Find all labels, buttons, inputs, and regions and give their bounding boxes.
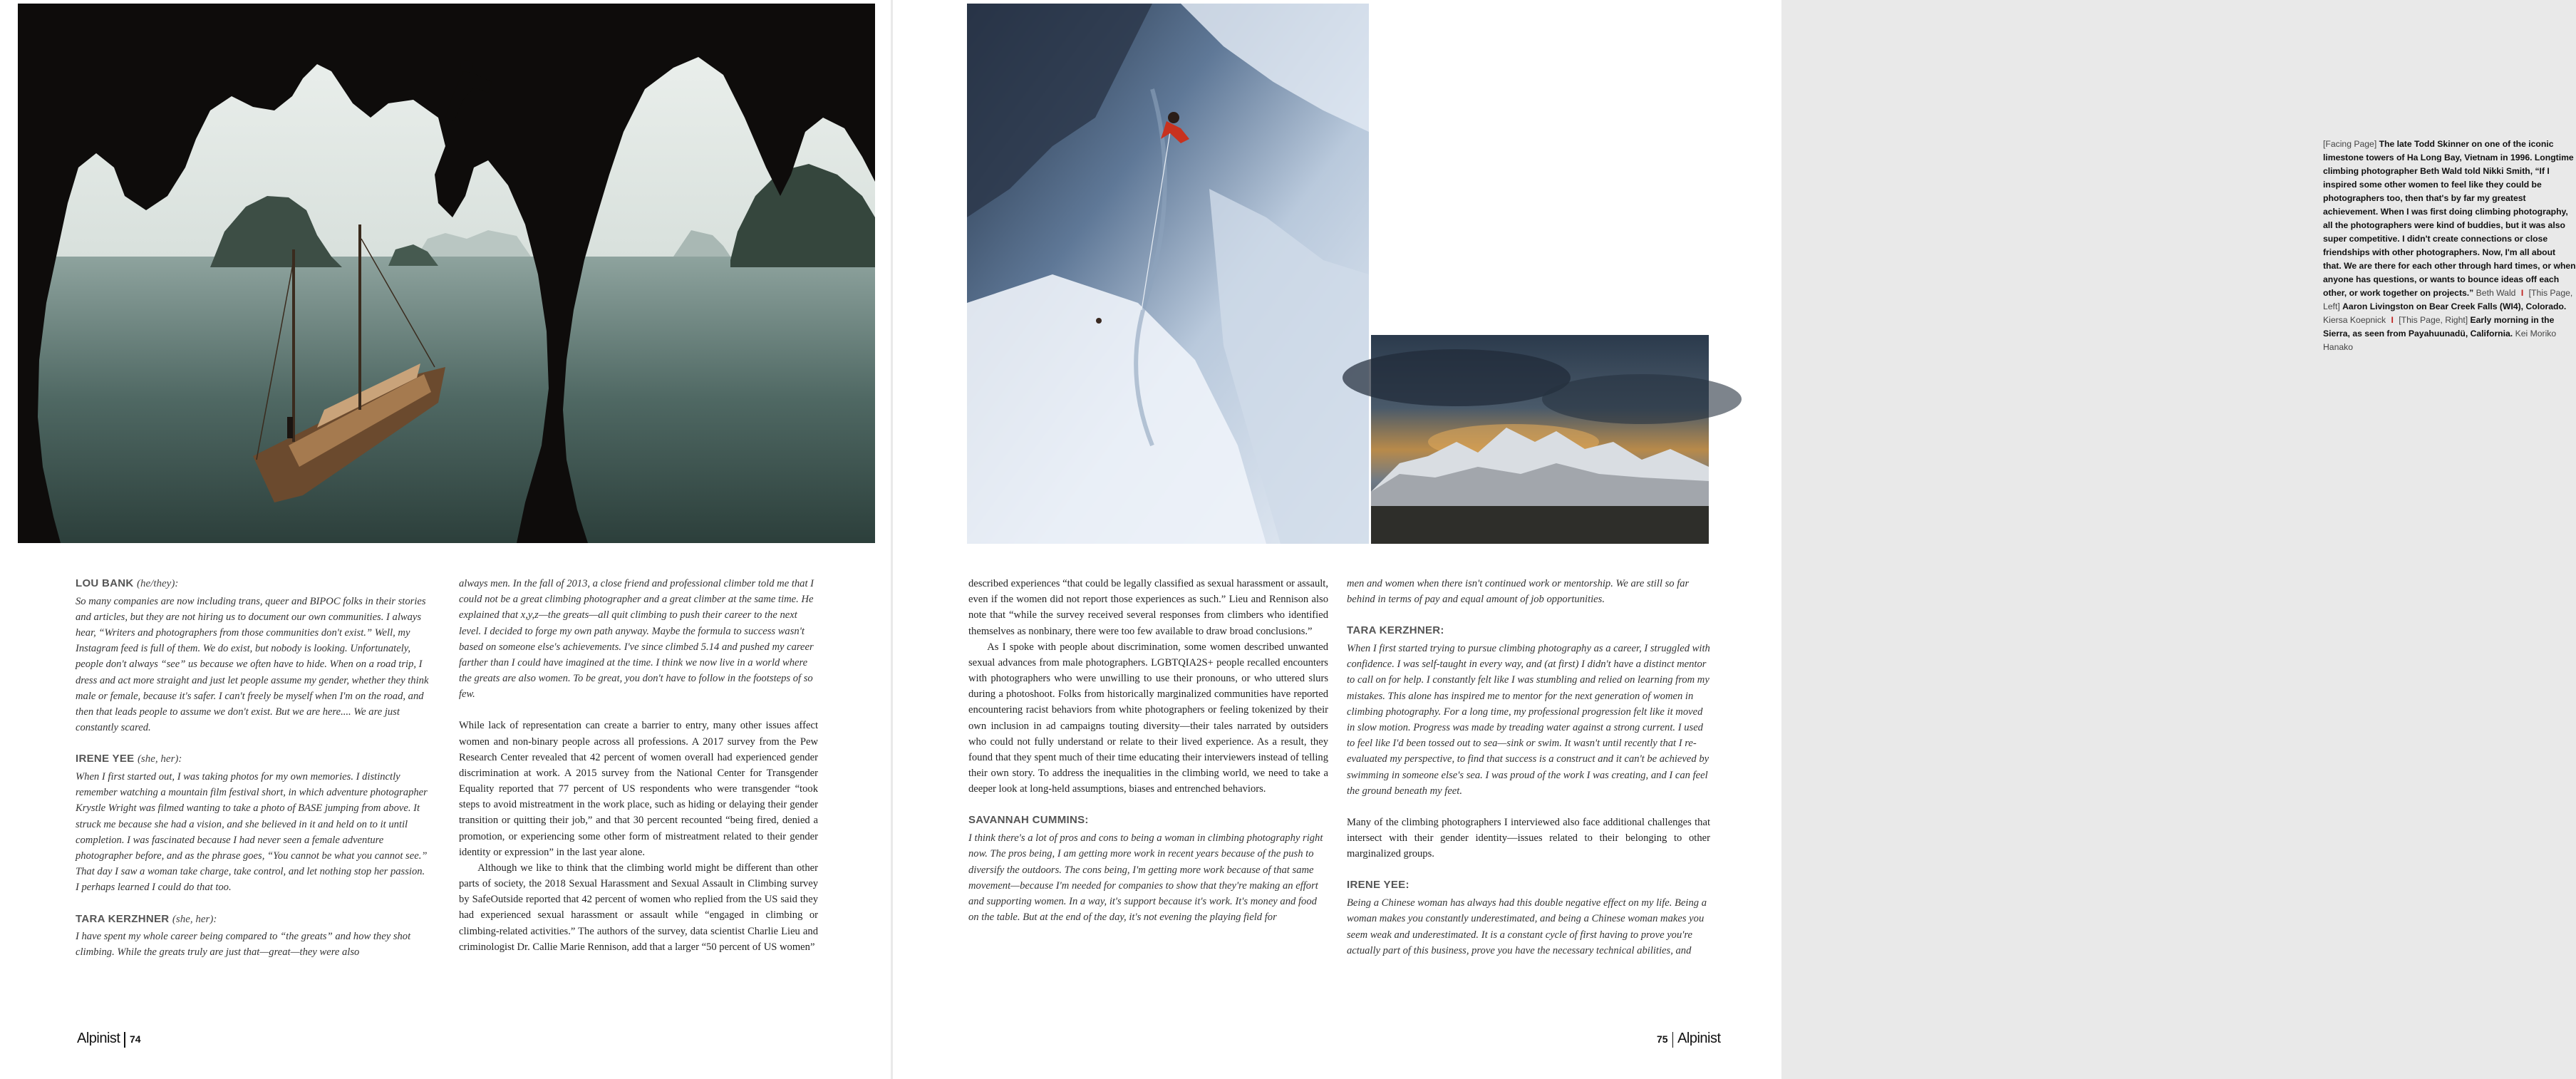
- photo-caption: [2323, 138, 2576, 355]
- speaker-heading: [76, 751, 430, 768]
- ha-long-bay-photo: [18, 4, 875, 543]
- cave-boat-illustration: [18, 4, 875, 543]
- folio-left: [77, 1031, 141, 1048]
- body-paragraph: While lack of representation can create a barrier to entry, many other issues affect women and non-binary people across all professions. A 2017 survey from the Pew Research Center revealed that 42 percent of women overall had experienced gender discrimination at work. A 2015 survey from the National Center for Transgender Equality reported that 77 percent of US respondents who were transgender “took steps to avoid mistreatment in the work place, such as hiding or delaying their gender transition or quitting their job,” and that 30 percent recounted “being fired, denied a promotion, or experiencing some other form of mistreatment related to their gender identity or expression” in the last year alone.: [459, 720, 818, 858]
- sierra-sunrise-photo: [1371, 335, 1709, 544]
- speaker-name: IRENE YEE: [76, 753, 135, 765]
- speaker-name: TARA KERZHNER: [76, 912, 170, 925]
- page-number: 74: [129, 1033, 141, 1045]
- sierra-mountains-illustration: [1371, 335, 1709, 544]
- quote-continuation: men and women when there isn't continued work or mentorship. We are still so far behind in terms of pay and equal amount of job opportunities.: [1347, 578, 1690, 606]
- quote-text: I have spent my whole career being compared to “the greats” and how they shot climbing. While the greats truly are just that—great—they were also: [76, 931, 411, 959]
- speaker-heading: IRENE YEE:: [1347, 879, 1409, 892]
- body-paragraph: Although we like to think that the climbing world might be different than other parts of society, the 2018 Sexual Harassment and Sexual Assault in Climbing survey by SafeOutside reported that 42 percent of women who replied from the US said they had experienced sexual harassment or assault while “engaged in climbing or climbing-related activities.” The authors of the survey, data scientist Charlie Lieu and criminologist Dr. Callie Marie Rennison, add that a larger “50 percent of US women”: [459, 862, 818, 953]
- quote-text: Being a Chinese woman has always had this double negative effect on my life. Being a woman makes you constantly underestimated, and being a Chinese woman makes you seem weak and underestimated. It is a constant cycle of first having to prove you're actually part of this business, prove you have the necessary technical abilities, and: [1347, 897, 1707, 956]
- speaker-pronouns: (she, her):: [137, 753, 182, 765]
- speaker-pronouns: (he/they):: [137, 578, 179, 589]
- quote-text: When I first started out, I was taking photos for my own memories. I distinctly remember watching a mountain film festival short, in which adventure photographer Krystle Wright was filmed wanting to take a photo of BASE jumping from above. It struck me because she had a vision, and she believed in it and held on to it until completion. I was fascinated because I had never seen a female adventure photographer before, and as the phrase goes, “You cannot be what you cannot see.” That day I saw a woman take charge, take control, and let nothing stop her passion. I perhaps learned I could do that too.: [76, 771, 428, 894]
- folio-right: [1657, 1031, 1721, 1048]
- speaker-heading: SAVANNAH CUMMINS:: [968, 814, 1089, 827]
- speaker-name: LOU BANK: [76, 577, 134, 589]
- photo-credit: Beth Wald: [2476, 288, 2516, 299]
- right-column-1: [968, 576, 1328, 925]
- speaker-pronouns: (she, her):: [172, 913, 217, 925]
- right-column-2: [1347, 576, 1710, 959]
- caption-label: [Facing Page]: [2323, 139, 2377, 149]
- quote-text: I think there's a lot of pros and cons to being a woman in climbing photography right now. The pros being, I am getting more work in recent years because of the push to diversify the outdoors. The cons being, I'm getting more work because of that same movement—because I'm needed for companies to show that they're making an effort and supporting women. In a way, it's support because it's work. It's money and food on the table. But at the end of the day, it's not evening the playing field for: [968, 832, 1323, 924]
- magazine-logo: Alpinist: [77, 1031, 120, 1046]
- photo-credit: Kei Moriko Hanako: [2323, 329, 2557, 353]
- caption-separator: I: [2520, 288, 2524, 299]
- left-column-2: [459, 576, 818, 955]
- speaker-heading: TARA KERZHNER:: [1347, 624, 1444, 637]
- ice-climber-illustration: [967, 4, 1369, 544]
- page-number: 75: [1657, 1033, 1668, 1045]
- quote-text: So many companies are now including trans, queer and BIPOC folks in their stories and articles, but they are not hiring us to document our own communities. I always hear, “Writers and photographers from those communities don't exist.” Well, my Instagram feed is full of them. We do exist, but nobody is looking. Unfortunately, people don't always “see” us because we often have to hide. When on a road trip, I dress and act more straight and just let people assume my gender, whether they think male or female, because it's safer. I can't freely be myself when I'm on the road, and then that leads people to assume we don't exist. But we are here.... We are just constantly scared.: [76, 595, 429, 734]
- left-page: [0, 0, 891, 1079]
- caption-separator: I: [2391, 315, 2394, 326]
- speaker-heading: [76, 912, 430, 928]
- magazine-logo: Alpinist: [1677, 1031, 1721, 1046]
- caption-label: [This Page, Left]: [2323, 288, 2573, 312]
- body-paragraph: Many of the climbing photographers I interviewed also face additional challenges that intersect with their gender identity—issues related to their belonging to other marginalized groups.: [1347, 816, 1710, 860]
- body-paragraph: As I spoke with people about discrimination, some women described unwanted sexual advances from male photographers. LGBTQIA2S+ people recalled encounters with photographers who were unwilling to use their pronouns, or who uttered slurs during a photoshoot. Folks from historically marginalized communities have reported encountering racist behaviors from white photographers or feeling tokenized by their own inclusion in ad campaigns touting diversity—their tales narrated by outsiders who could not fully understand or relate to their lived experience. As a result, they found that they spent much of their time educating their interviewers instead of telling their own story. To address the inequalities in the climbing world, we need to take a deeper look at long-held assumptions, biases and entrenched behaviors.: [968, 641, 1328, 795]
- caption-text: Aaron Livingston on Bear Creek Falls (WI4), Colorado.: [2342, 301, 2567, 312]
- left-column-1: [76, 576, 430, 961]
- quote-text: When I first started trying to pursue climbing photography as a career, I struggled with confidence. I was self-taught in every way, and (at first) I didn't have a distinct mentor to call on for help. I constantly felt like I was stumbling and relied on learning from my mistakes. This alone has inspired me to mentor for the next generation of women in climbing photography. For a long time, my professional progression felt like it moved in slow motion. Progress was made by treading water against a strong current. I used to feel like I'd been tossed out to sea—sink or swim. It wasn't until recently that I re-evaluated my perspective, to find that success is a construct and it can't be achieved by swimming in someone else's sea. I was proud of the work I was creating, and I can feel the ground beneath my feet.: [1347, 643, 1710, 797]
- body-paragraph: described experiences “that could be legally classified as sexual harassment or assault, even if the women did not report those experiences as such.” Lieu and Rennison also note that “while the survey received several responses from climbers who identified themselves as nonbinary, there were too few available to draw broad conclusions.”: [968, 578, 1328, 637]
- ice-climbing-photo: [967, 4, 1369, 544]
- right-page: [893, 0, 2576, 1079]
- speaker-heading: [76, 576, 430, 592]
- caption-text: The late Todd Skinner on one of the iconic limestone towers of Ha Long Bay, Vietnam in 1996. Longtime climbing photographer Beth Wald told Nikki Smith, “If I inspired some other women to feel like they could be photographers too, then that's by far my greatest achievement. When I was first doing climbing photography, all the photographers were kind of buddies, but it was also super competitive. I didn't create connections or close friendships with other photographers. Now, I'm all about that. We are there for each other through hard times, or when anyone has questions, or wants to bounce ideas off each other, or work together on projects.”: [2323, 139, 2576, 299]
- caption-text: Early morning in the Sierra, as seen from Payahuunadü, California.: [2323, 315, 2555, 339]
- caption-label: [This Page, Right]: [2399, 315, 2468, 326]
- quote-continuation: always men. In the fall of 2013, a close friend and professional climber told me that I could not be a great climbing photographer and a great climber at the same time. He explained that x,y,z—the greats—all quit climbing to push their career to the next level. I decided to forge my own path anyway. Maybe the formula to success wasn't based on someone else's achievements. I've since climbed 5.14 and pushed my career farther than I could have imagined at the time. I think we now live in a world where the greats are also women. To be great, you don't have to follow in the footsteps of so few.: [459, 578, 814, 701]
- photo-credit: Kiersa Koepnick: [2323, 315, 2386, 326]
